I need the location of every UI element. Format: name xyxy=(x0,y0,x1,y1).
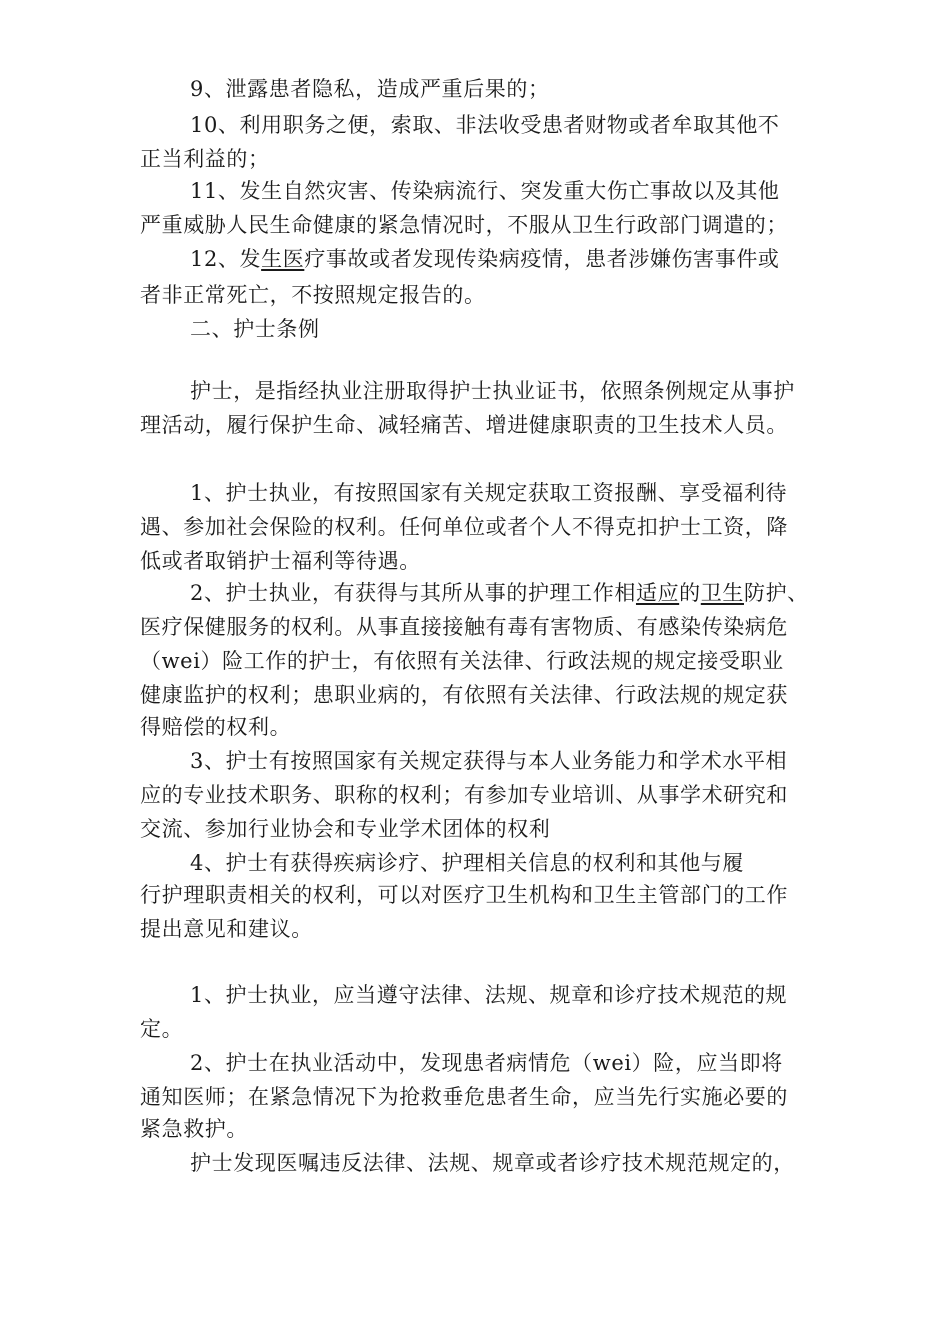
text-line: 交流、参加行业协会和专业学术团体的权利 xyxy=(140,817,551,841)
text-line: 理活动，履行保护生命、减轻痛苦、增进健康职责的卫生技术人员。 xyxy=(140,413,788,437)
text-line: 者非正常死亡，不按照规定报告的。 xyxy=(140,283,486,307)
text-line: 2、护士在执业活动中，发现患者病情危（wei）险，应当即将 xyxy=(190,1051,783,1075)
text-line: 紧急救护。 xyxy=(140,1117,248,1141)
text-line: 护士，是指经执业注册取得护士执业证书，依照条例规定从事护 xyxy=(190,379,795,403)
text-line: 1、护士执业，应当遵守法律、法规、规章和诊疗技术规范的规 xyxy=(190,983,788,1007)
text-span: 疗事故或者发现传染病疫情，患者涉嫌伤害事件或 xyxy=(304,247,780,271)
text-line: 得赔偿的权利。 xyxy=(140,715,292,739)
text-line: 医疗保健服务的权利。从事直接接触有毒有害物质、有感染传染病危 xyxy=(140,615,788,639)
text-line xyxy=(190,244,780,274)
text-line: 通知医师；在紧急情况下为抢救垂危患者生命，应当先行实施必要的 xyxy=(140,1085,788,1109)
text-line: 应的专业技术职务、职称的权利；有参加专业培训、从事学术研究和 xyxy=(140,783,788,807)
text-line: 9、泄露患者隐私，造成严重后果的； xyxy=(190,77,550,101)
underlined-text: 卫生 xyxy=(700,581,744,605)
text-span: 12、发 xyxy=(190,247,262,271)
text-line: 3、护士有按照国家有关规定获得与本人业务能力和学术水平相 xyxy=(190,749,788,773)
text-span: 的 xyxy=(679,581,701,605)
text-line: 严重威胁人民生命健康的紧急情况时，不服从卫生行政部门调遣的； xyxy=(140,213,788,237)
text-line xyxy=(190,578,809,608)
section-heading: 二、护士条例 xyxy=(190,317,320,341)
text-line: 4、护士有获得疾病诊疗、护理相关信息的权利和其他与履 xyxy=(190,851,744,875)
text-line: 提出意见和建议。 xyxy=(140,917,313,941)
text-line: 健康监护的权利；患职业病的，有依照有关法律、行政法规的规定获 xyxy=(140,683,788,707)
text-line: 低或者取销护士福利等待遇。 xyxy=(140,549,421,573)
text-span: 2、护士执业，有获得与其所从事的护理工作相 xyxy=(190,581,636,605)
text-line: 行护理职责相关的权利，可以对医疗卫生机构和卫生主管部门的工作 xyxy=(140,883,788,907)
text-line: 正当利益的； xyxy=(140,147,270,171)
underlined-text: 适应 xyxy=(635,581,680,605)
text-line: 11、发生自然灾害、传染病流行、突发重大伤亡事故以及其他 xyxy=(190,179,780,203)
text-line: 定。 xyxy=(140,1017,184,1041)
text-line: 1、护士执业，有按照国家有关规定获取工资报酬、享受福利待 xyxy=(190,481,788,505)
text-line: 10、利用职务之便，索取、非法收受患者财物或者牟取其他不 xyxy=(190,113,780,137)
underlined-text: 生医 xyxy=(261,247,305,271)
text-line: 遇、参加社会保险的权利。任何单位或者个人不得克扣护士工资，降 xyxy=(140,515,788,539)
text-line: （wei）险工作的护士，有依照有关法律、行政法规的规定接受职业 xyxy=(140,649,784,673)
text-span: 防护、 xyxy=(743,581,809,605)
text-line: 护士发现医嘱违反法律、法规、规章或者诊疗技术规范规定的， xyxy=(190,1151,795,1175)
